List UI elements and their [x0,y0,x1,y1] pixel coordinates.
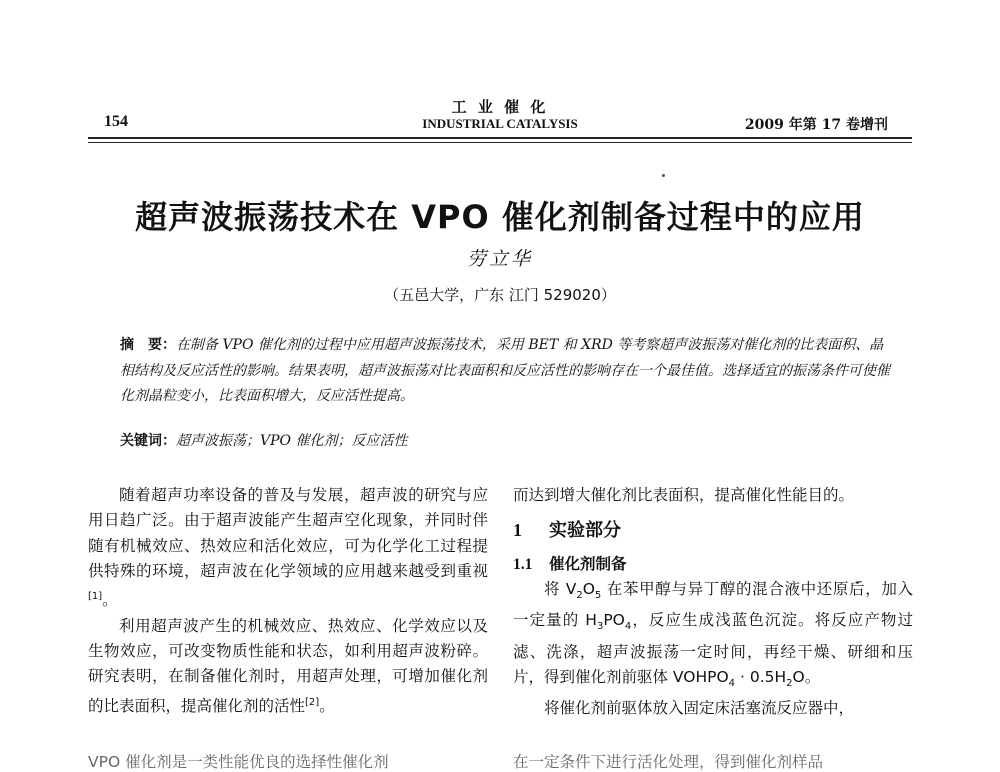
subsection-title: 催化剂制备 [549,554,627,573]
keywords-text: 超声波振荡；VPO 催化剂；反应活性 [176,433,408,449]
body-column-left [88,483,488,719]
issue-label: 2009 年第 17 卷增刊 [744,117,888,133]
citation: [1] [88,591,103,603]
abstract-text: 在制备 VPO 催化剂的过程中应用超声波振荡技术，采用 BET 和 XRD 等考察超声波振荡对催化剂的比表面积、晶相结构及反应活性的影响。结果表明，超声波振荡对比表面积和反应活性的影响存在一个最佳值。选择适宜的振荡条件可使催化剂晶粒变小，比表面积增大，反应活性提高。 [120,337,890,404]
header-rule-thin [88,142,912,143]
cut-line-left: VPO 催化剂是一类性能优良的选择性催化剂 [88,753,389,771]
paragraph-text: 随着超声功率设备的普及与发展，超声波的研究与应用日趋广泛。由于超声波能产生超声空化现象，并同时伴随有机械效应、热效应和活化效应，可为化学化工过程提供特殊的环境，超声波在化学领域的应用越来越受到重视 [88,486,488,580]
punct: 。 [102,591,118,610]
section-number: 1 [513,520,522,541]
citation: [2] [305,696,320,708]
paragraph [88,614,488,719]
section-title: 实验部分 [549,520,621,542]
paragraph: 将催化剂前驱体放入固定床活塞流反应器中， [544,699,855,718]
journal-title-cn: 工 业 催 化 [451,98,549,116]
abstract-label: 摘 要： [120,337,176,353]
body-column-right [513,483,913,722]
paragraph-text: 利用超声波产生的机械效应、热效应、化学效应以及生物效应，可改变物质性能和状态，如利用超声波粉碎。研究表明，在制备催化剂时，用超声处理，可增加催化剂的比表面积，提高催化剂的活性 [88,616,488,715]
keywords [120,430,890,450]
punct: 。 [319,696,335,715]
journal-title-en: INDUSTRIAL CATALYSIS [422,116,578,131]
scan-speck [662,174,665,177]
keywords-label: 关键词： [120,433,176,449]
author: 劳立华 [466,248,533,270]
header-rule-thick [88,137,912,139]
subsection-number: 1.1 [513,555,533,573]
abstract [120,333,890,410]
subsection-heading [513,552,913,577]
paragraph: 将 $V_2O_5$ 在苯甲醇与异丁醇的混合液中还原后，加入一定量的 $H_3PO_4$，反应生成浅蓝色沉淀。将反应产物过滤、洗涤，超声波振荡一定时间，再经干燥、研细和压片，得到催化剂前驱体 $VOHPO_4 \cdot 0.5H_2O$。 [513,579,913,690]
affiliation: （五邑大学，广东 江门 529020） [384,286,616,304]
paragraph: 而达到增大催化剂比表面积，提高催化性能目的。 [513,486,855,504]
paragraph [88,483,488,614]
cut-line-right: 在一定条件下进行活化处理，得到催化剂样品 [513,753,824,771]
section-heading [513,518,913,543]
page-number: 154 [104,113,128,130]
article-title: 超声波振荡技术在 VPO 催化剂制备过程中的应用 [135,198,865,236]
